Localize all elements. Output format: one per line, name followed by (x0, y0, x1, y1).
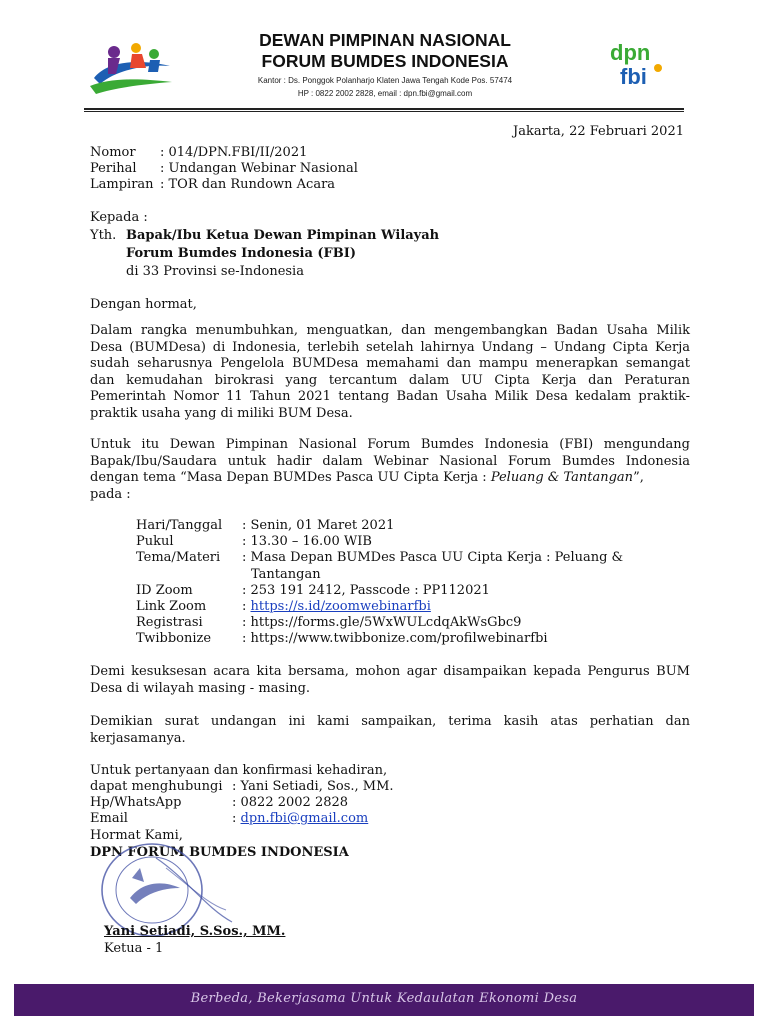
para-line: Desa di wilayah masing - masing. (90, 680, 311, 696)
event-value: : Senin, 01 Maret 2021 (242, 518, 395, 533)
para-line: Desa (BUMDesa) di Indonesia, terlebih setelah lahirnya Undang – Undang Cipta Kerja (90, 339, 690, 355)
event-label: Hari/Tanggal (136, 518, 223, 533)
email-link[interactable]: dpn.fbi@gmail.com (240, 811, 369, 826)
recipient-line1: Bapak/Ibu Ketua Dewan Pimpinan Wilayah (126, 228, 440, 243)
contact-label: Email (90, 811, 128, 826)
letter-date: Jakarta, 22 Februari 2021 (513, 124, 684, 139)
theme-text: “Masa Depan BUMDes Pasca UU Cipta Kerja : (180, 470, 491, 485)
event-row-zoom-link (136, 599, 431, 616)
signature-org: DPN FORUM BUMDES INDONESIA (90, 845, 349, 860)
kepada-label: Kepada : (90, 210, 148, 225)
event-row-registration (136, 615, 521, 632)
recipient-line3: di 33 Provinsi se-Indonesia (126, 264, 304, 279)
paragraph-intro (90, 323, 690, 422)
para-line-theme (90, 470, 690, 487)
zoom-link[interactable]: https://s.id/zoomwebinarfbi (250, 599, 431, 614)
event-value: : 13.30 – 16.00 WIB (242, 534, 372, 549)
signatory-role: Ketua - 1 (104, 941, 164, 956)
letterhead (220, 30, 550, 99)
event-value: Tantangan (251, 567, 321, 582)
meta-value: : Undangan Webinar Nasional (160, 161, 358, 176)
meta-value: : 014/DPN.FBI/II/2021 (160, 145, 308, 160)
event-label: Pukul (136, 534, 174, 549)
theme-text-italic: Peluang & Tantangan (490, 470, 634, 485)
logo-fbi-text: fbi (620, 64, 647, 89)
colon: : (232, 811, 241, 826)
para-line: Pemerintah Nomor 11 Tahun 2021 tentang Badan Usaha Milik Desa kedalam praktik- (90, 389, 690, 404)
colon: : (242, 599, 251, 614)
contact-row-person (90, 779, 394, 796)
footer-band (14, 984, 754, 1016)
event-row-theme-cont (136, 567, 321, 584)
event-row-zoom-id (136, 583, 490, 600)
para-line: Demikian surat undangan ini kami sampaikan, terima kasih atas perhatian dan (90, 714, 690, 729)
contact-value: : 0822 2002 2828 (232, 795, 349, 810)
org-title-line2: FORUM BUMDES INDONESIA (261, 51, 509, 71)
para-line: praktik usaha yang di miliki BUM Desa. (90, 405, 353, 421)
contact-row-phone (90, 795, 348, 812)
org-address: Kantor : Ds. Ponggok Polanharjo Klaten Jawa Tengah Kode Pos. 57474 (257, 76, 513, 85)
event-value: : Masa Depan BUMDes Pasca UU Cipta Kerja : Peluang & (242, 550, 624, 565)
event-label: Registrasi (136, 615, 203, 630)
org-title-line1: DEWAN PIMPINAN NASIONAL (259, 30, 511, 50)
event-row-time (136, 534, 372, 551)
contact-intro: Untuk pertanyaan dan konfirmasi kehadiran, (90, 763, 388, 778)
meta-row-nomor (90, 145, 307, 161)
paragraph-request (90, 664, 690, 697)
para-line: Demi kesuksesan acara kita bersama, mohon agar disampaikan kepada Pengurus BUM (90, 664, 690, 679)
para-line: kerjasamanya. (90, 730, 186, 746)
meta-label: Perihal (90, 161, 137, 176)
para-line: Untuk itu Dewan Pimpinan Nasional Forum Bumdes Indonesia (FBI) mengundang (90, 437, 690, 452)
event-row-twibbonize (136, 631, 548, 648)
event-label: Link Zoom (136, 599, 207, 614)
meta-label: Lampiran (90, 177, 154, 192)
forum-bumdes-logo (86, 38, 178, 98)
paragraph-invitation (90, 437, 690, 503)
meta-label: Nomor (90, 145, 136, 160)
org-contact: HP : 0822 2002 2828, email : dpn.fbi@gmail.com (297, 89, 473, 98)
contact-label: Hp/WhatsApp (90, 795, 182, 810)
para-line: Bapak/Ibu/Saudara untuk hadir dalam Webinar Nasional Forum Bumdes Indonesia (90, 453, 690, 469)
event-row-date (136, 518, 394, 535)
event-value: : https://forms.gle/5WxWULcdqAkWsGbc9 (242, 615, 522, 630)
para-line: Dalam rangka menumbuhkan, menguatkan, dan mengembangkan Badan Usaha Milik (90, 323, 690, 338)
event-label: ID Zoom (136, 583, 193, 598)
event-label: Tema/Materi (136, 550, 221, 565)
logo-dpn-text: dpn (610, 40, 651, 65)
header-divider-thick (84, 108, 684, 110)
theme-suffix: ”, (633, 470, 644, 485)
recipient-line2: Forum Bumdes Indonesia (FBI) (126, 246, 356, 261)
para-line: sudah seharusnya Pengelola BUMDesa memahami dan mampu menerapkan semangat (90, 356, 690, 371)
contact-row-email (90, 811, 368, 828)
event-label: Twibbonize (136, 631, 212, 646)
yth-label: Yth. (90, 228, 117, 243)
signatory-name: Yani Setiadi, S.Sos., MM. (104, 924, 286, 939)
hormat-kami: Hormat Kami, (90, 828, 183, 843)
meta-row-perihal (90, 161, 358, 177)
para-line: dan kemudahan birokrasi yang tercantum dalam UU Cipta Kerja dan Peraturan (90, 372, 690, 388)
meta-row-lampiran (90, 177, 335, 193)
footer-motto: Berbeda, Bekerjasama Untuk Kedaulatan Ekonomi Desa (190, 991, 578, 1006)
greeting: Dengan hormat, (90, 297, 197, 312)
dpn-fbi-logo (606, 40, 670, 90)
event-value: : 253 191 2412, Passcode : PP112021 (242, 583, 490, 598)
contact-label: dapat menghubungi (90, 779, 223, 794)
contact-value: : Yani Setiadi, Sos., MM. (232, 779, 394, 794)
event-value: : https://www.twibbonize.com/profilwebinarfbi (242, 631, 548, 646)
event-row-theme (136, 550, 623, 567)
para-line: pada : (90, 486, 131, 502)
meta-value: : TOR dan Rundown Acara (160, 177, 336, 192)
theme-prefix: dengan tema (90, 470, 181, 485)
header-divider-thin (84, 111, 684, 112)
paragraph-closing (90, 714, 690, 747)
